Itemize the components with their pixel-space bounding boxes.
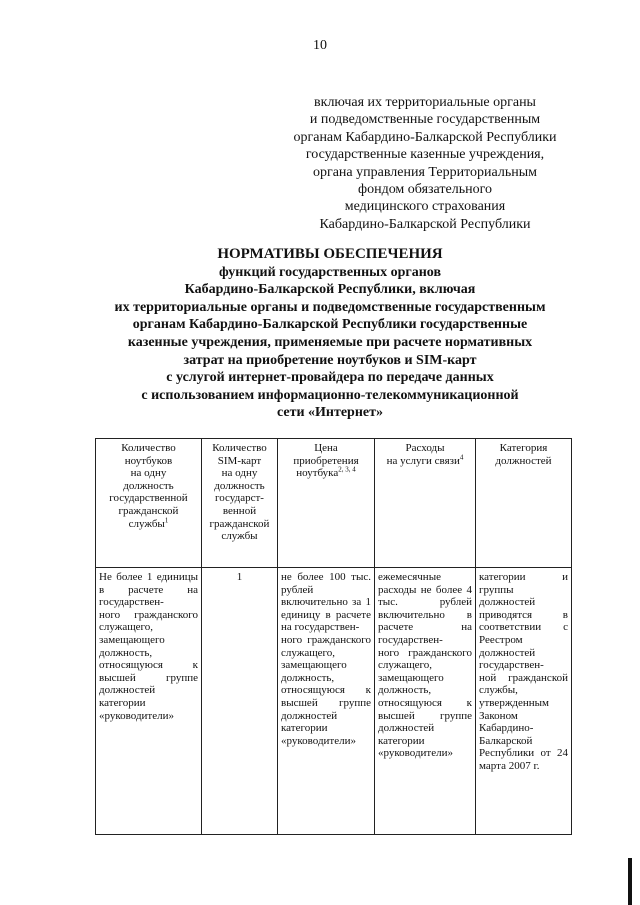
page-number: 10 [313, 38, 327, 53]
header-notebook-price: Цена приобретения ноутбука$^{2, 3, 4}$ [278, 439, 375, 568]
heading-line: сети «Интернет» [276, 405, 384, 421]
cell-sim-count: 1 [202, 568, 278, 835]
cell-notebook-price: не более 100 тыс. рублей включительно за 1 единицу в расчете на государствен- ного гражданского служащего, замещающего должность, относящуюся к высшей группе должностей категории «руководители» [278, 568, 375, 835]
addressee-line: Кабардино-Балкарской Республики [319, 216, 531, 232]
heading-line: их территориальные органы и подведомственные государственным [114, 299, 546, 315]
norms-table [95, 438, 572, 835]
cell-communication-costs: ежемесячные расходы не более 4 тыс. рублей включительно в расчете на государствен- ного гражданского служащего, замещающего должность, относящуюся к высшей группе должностей категории «руководители» [375, 568, 476, 835]
addressee-line: и подведомственные государственным [309, 112, 541, 128]
heading-line: с услугой интернет-провайдера по передаче данных [166, 370, 494, 386]
addressee-block [260, 94, 590, 233]
heading-line: функций государственных органов [218, 264, 442, 280]
heading-line: органам Кабардино-Балкарской Республики государственные [132, 317, 528, 333]
heading-line: с использованием информационно-телекоммуникационной [141, 387, 519, 403]
heading-line: казенные учреждения, применяемые при расчете нормативных [127, 334, 533, 350]
table-row [96, 568, 572, 835]
heading-title: НОРМАТИВЫ ОБЕСПЕЧЕНИЯ [217, 246, 443, 262]
heading-line: затрат на приобретение ноутбуков и SIM-карт [183, 352, 477, 368]
header-sim-count: Количество SIM-карт на одну должность государст- венной гражданской службы [202, 439, 278, 568]
table-header-row [96, 439, 572, 568]
addressee-line: фондом обязательного [358, 182, 492, 198]
header-position-category: Категория должностей [476, 439, 572, 568]
addressee-line: органам Кабардино-Балкарской Республики [293, 129, 557, 145]
header-communication-costs: Расходы на услуги связи$^4$ [375, 439, 476, 568]
cell-position-category: категории и группы должностей приводятся в соответствии с Реестром должностей государствен- ной гражданской службы, утвержденным Законом Кабардино-Балкарской Республики от 24 марта 2007 г. [476, 568, 572, 835]
addressee-line: включая их территориальные органы [314, 95, 536, 110]
addressee-line: органа управления Территориальным [312, 164, 538, 180]
cell-notebooks-count: Не более 1 единицы в расчете на государствен- ного гражданского служащего, замещающего должность, относящуюся к высшей группе должностей категории «руководители» [96, 568, 202, 835]
document-heading [80, 246, 580, 422]
addressee-line: медицинского страхования [344, 199, 506, 215]
header-notebooks-count: Количество ноутбуков на одну должность государственной гражданской службы$^1$ [96, 439, 202, 568]
addressee-line: государственные казенные учреждения, [305, 147, 545, 163]
scan-edge-mark [628, 858, 632, 905]
heading-line: Кабардино-Балкарской Республики, включая [184, 282, 476, 298]
